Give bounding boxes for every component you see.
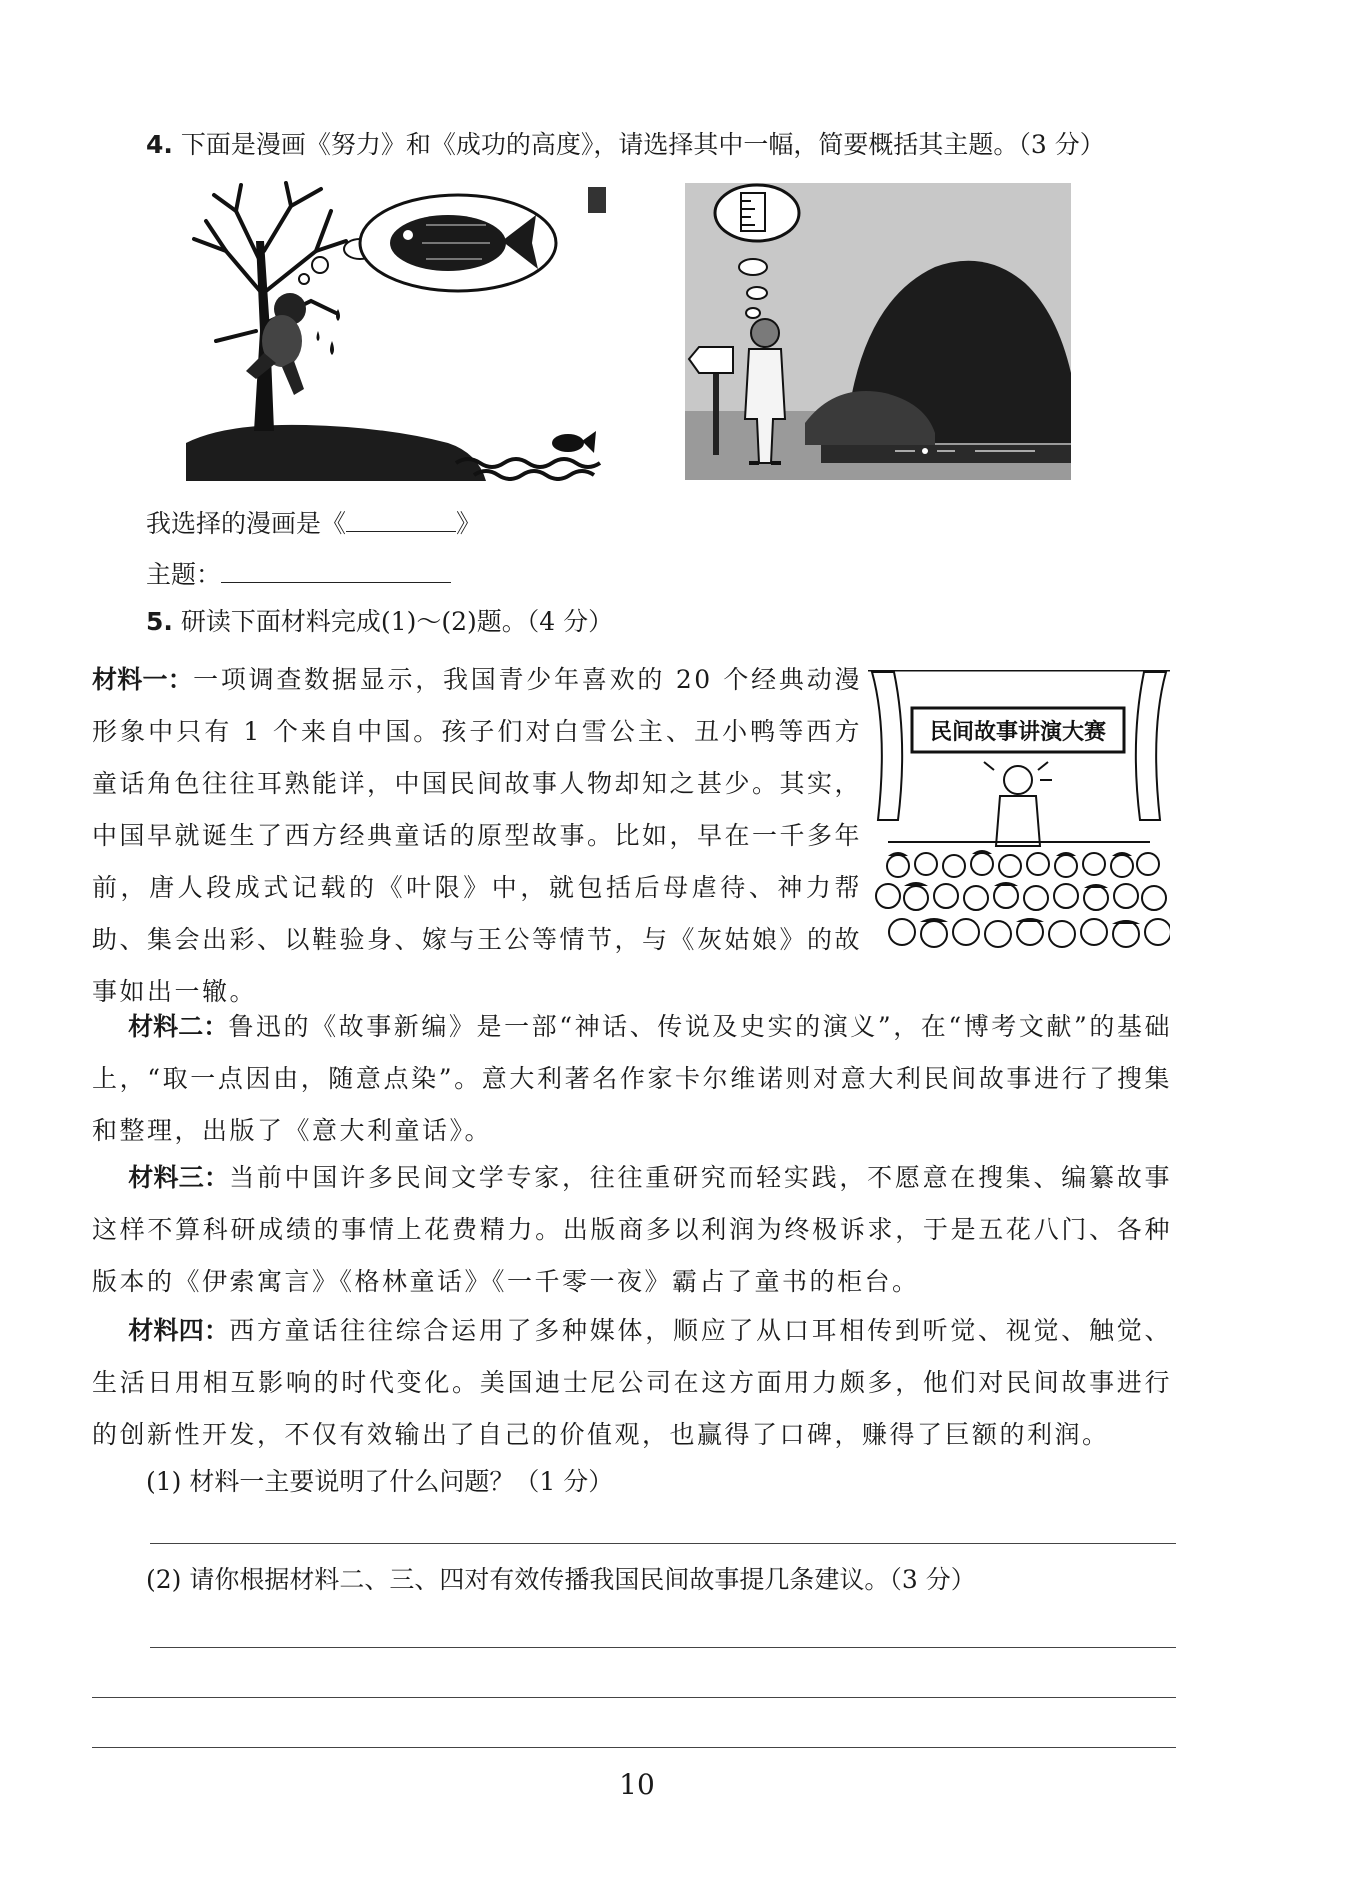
material-3 (92, 1152, 1172, 1308)
answer-line[interactable] (92, 1747, 1176, 1748)
sub-question-2: (2) 请你根据材料二、三、四对有效传播我国民间故事提几条建议。（3 分） (146, 1565, 976, 1594)
question-text: 下面是漫画《努力》和《成功的高度》，请选择其中一幅，简要概括其主题。（3 分） (180, 130, 1105, 159)
choice-label: 我选择的漫画是《 (146, 509, 347, 538)
question-text: 研读下面材料完成(1)～(2)题。（4 分） (180, 607, 614, 636)
material-label: 材料一： (92, 665, 194, 694)
question-5 (146, 605, 613, 639)
material-text: 鲁迅的《故事新编》是一部“神话、传说及史实的演义”，在“博考文献”的基础上，“取一点因由，随意点染”。意大利著名作家卡尔维诺则对意大利民间故事进行了搜集和整理，出版了《意大利童话》。 (92, 1012, 1172, 1145)
question-number: 4. (146, 130, 173, 159)
choice-line (146, 505, 481, 541)
material-label: 材料三： (128, 1163, 230, 1192)
success-height-cartoon (685, 183, 1071, 480)
material-text: 一项调查数据显示，我国青少年喜欢的 20 个经典动漫形象中只有 1 个来自中国。孩子们对白雪公主、丑小鸭等西方童话角色往往耳熟能详，中国民间故事人物却知之甚少。其实，中国早就诞生了西方经典童话的原型故事。比如，早在一千多年前，唐人段成式记载的《叶限》中，就包括后母虐待、神力帮助、集会出彩、以鞋验身、嫁与王公等情节，与《灰姑娘》的故事如出一辙。 (92, 665, 863, 1006)
material-text: 当前中国许多民间文学专家，往往重研究而轻实践，不愿意在搜集、编纂故事这样不算科研成绩的事情上花费精力。出版商多以利润为终极诉求，于是五花八门、各种版本的《伊索寓言》《格林童话》《一千零一夜》霸占了童书的柜台。 (92, 1163, 1172, 1296)
answer-line[interactable] (150, 1543, 1176, 1544)
material-text: 西方童话往往综合运用了多种媒体，顺应了从口耳相传到听觉、视觉、触觉、生活日用相互影响的时代变化。美国迪士尼公司在这方面用力颇多，他们对民间故事进行的创新性开发，不仅有效输出了自己的价值观，也赢得了口碑，赚得了巨额的利润。 (92, 1316, 1172, 1449)
material-4 (92, 1305, 1172, 1461)
material-label: 材料四： (128, 1316, 230, 1345)
question-4 (146, 128, 1105, 162)
theme-label: 主题： (146, 560, 222, 589)
choice-blank[interactable] (346, 505, 456, 532)
material-1 (92, 654, 862, 1018)
fish-dream-cartoon (186, 181, 612, 481)
question-number: 5. (146, 607, 173, 636)
page-number: 10 (619, 1768, 655, 1801)
theme-line (146, 556, 451, 592)
banner-text: 民间故事讲演大赛 (929, 720, 1107, 745)
storytelling-contest-cartoon (868, 670, 1170, 960)
answer-line[interactable] (92, 1697, 1176, 1698)
material-label: 材料二： (128, 1012, 229, 1041)
choice-suffix: 》 (456, 509, 482, 538)
sub-question-1: (1) 材料一主要说明了什么问题？（1 分） (146, 1467, 614, 1496)
answer-line[interactable] (150, 1647, 1176, 1648)
theme-blank[interactable] (221, 556, 451, 583)
material-2 (92, 1001, 1172, 1157)
